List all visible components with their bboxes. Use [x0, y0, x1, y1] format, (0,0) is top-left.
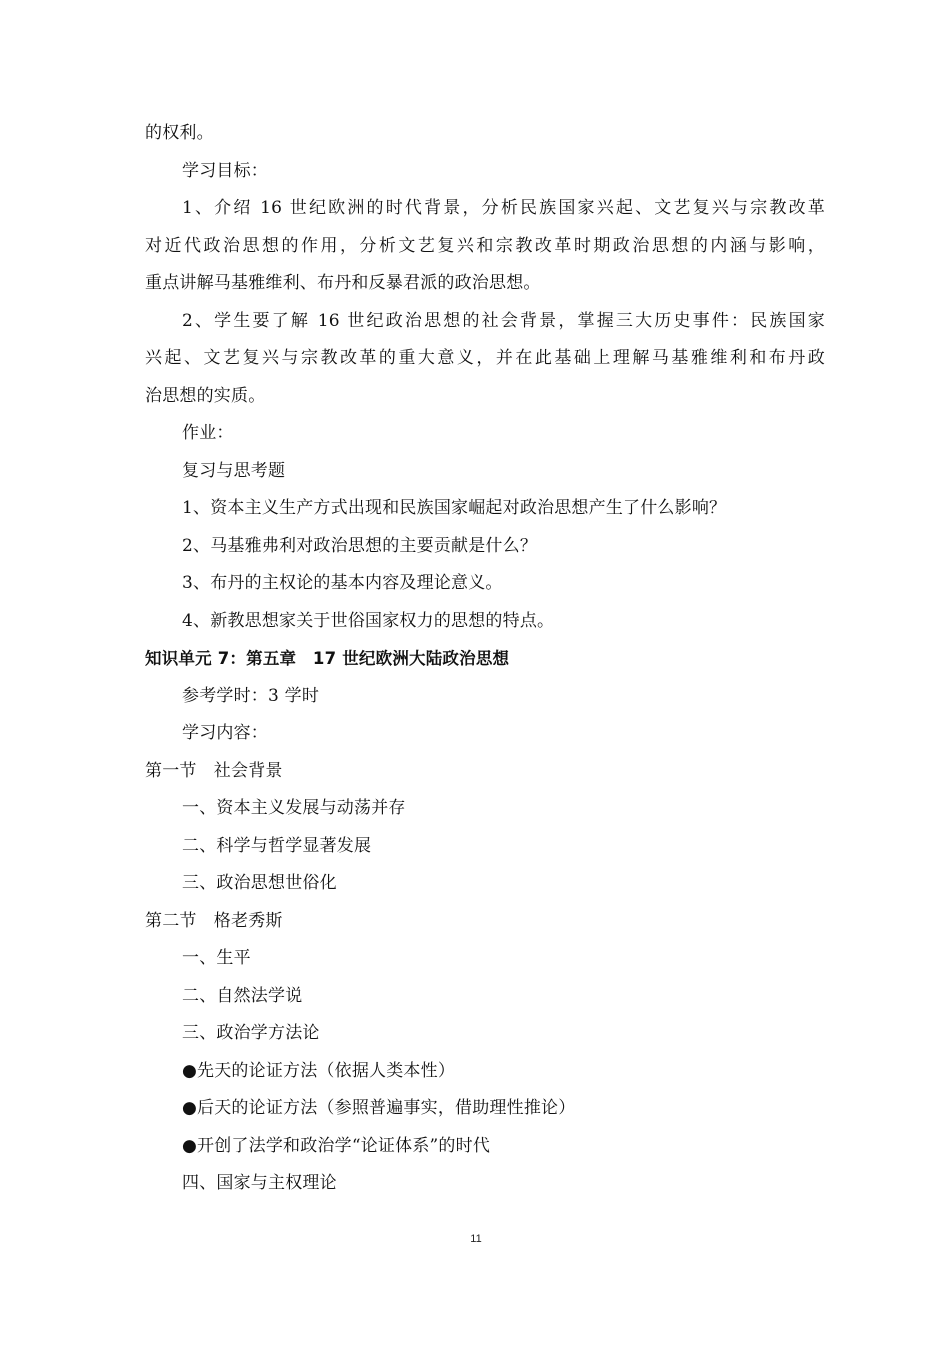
section-1-item-2: 二、科学与哲学显著发展	[182, 835, 372, 856]
review-questions-label: 复习与思考题	[182, 460, 286, 481]
section-2-item-3: 三、政治学方法论	[182, 1023, 320, 1043]
objective-1-line-2: 对近代政治思想的作用，分析文艺复兴和宗教改革时期政治思想的内涵与影响，	[145, 235, 825, 256]
reference-hours: 参考学时：3 学时	[182, 685, 320, 706]
section-2-title: 第二节 格老秀斯	[145, 910, 283, 931]
section-2-item-2: 二、自然法学说	[182, 985, 303, 1006]
bullet-item-1: ●先天的论证方法（依据人类本性）	[182, 1060, 456, 1081]
section-2-item-1: 一、生平	[182, 948, 251, 968]
homework-label: 作业：	[182, 423, 234, 443]
section-2-item-4: 四、国家与主权理论	[182, 1173, 337, 1193]
unit-7-heading: 知识单元 7：第五章 17 世纪欧洲大陆政治思想	[145, 649, 510, 668]
learning-objectives-label: 学习目标：	[182, 160, 268, 181]
objective-1-line-3: 重点讲解马基雅维利、布丹和反暴君派的政治思想。	[145, 273, 541, 293]
section-1-title: 第一节 社会背景	[145, 760, 283, 781]
page-body	[145, 115, 825, 1203]
objective-2-line-1: 2、学生要了解 16 世纪政治思想的社会背景，掌握三大历史事件：民族国家	[182, 310, 825, 331]
section-1-item-1: 一、资本主义发展与动荡并存	[182, 798, 406, 818]
paragraph-continuation: 的权利。	[145, 123, 214, 143]
objective-2-line-3: 治思想的实质。	[145, 385, 266, 406]
learning-content-label: 学习内容：	[182, 723, 268, 743]
page-number: 11	[470, 1233, 482, 1245]
bullet-item-2: ●后天的论证方法（参照普遍事实，借助理性推论）	[182, 1098, 576, 1118]
question-2: 2、马基雅弗利对政治思想的主要贡献是什么？	[182, 535, 538, 556]
section-1-item-3: 三、政治思想世俗化	[182, 873, 337, 893]
question-1: 1、资本主义生产方式出现和民族国家崛起对政治思想产生了什么影响？	[182, 498, 727, 518]
question-4: 4、新教思想家关于世俗国家权力的思想的特点。	[182, 610, 555, 631]
question-3: 3、布丹的主权论的基本内容及理论意义。	[182, 573, 503, 593]
bullet-item-3: ●开创了法学和政治学“论证体系”的时代	[182, 1135, 491, 1156]
objective-2-line-2: 兴起、文艺复兴与宗教改革的重大意义，并在此基础上理解马基雅维利和布丹政	[145, 348, 825, 368]
objective-1-line-1: 1、介绍 16 世纪欧洲的时代背景，分析民族国家兴起、文艺复兴与宗教改革	[182, 198, 825, 218]
